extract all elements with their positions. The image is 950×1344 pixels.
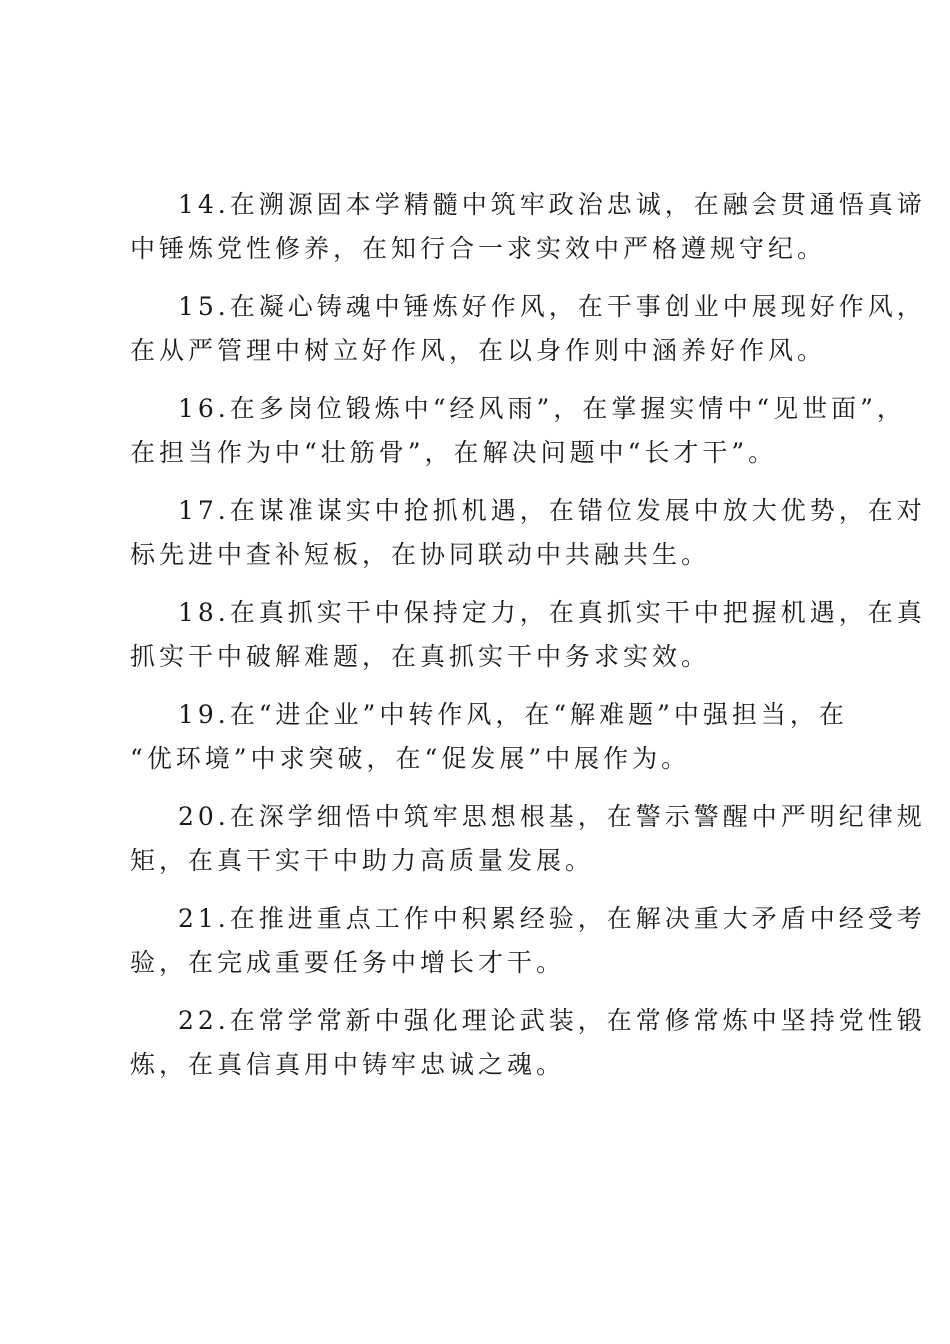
item-21-line-1: 21.在推进重点工作中积累经验，在解决重大矛盾中经受考 (178, 904, 926, 933)
list-item-14 (130, 183, 926, 271)
item-18-line-1: 18.在真抓实干中保持定力，在真抓实干中把握机遇，在真 (178, 598, 926, 627)
document-body (130, 183, 926, 1101)
item-18-line-2: 抓实干中破解难题，在真抓实干中务求实效。 (130, 642, 711, 671)
item-22-line-1: 22.在常学常新中强化理论武装，在常修常炼中坚持党性锻 (178, 1006, 926, 1035)
item-17-line-2: 标先进中查补短板，在协同联动中共融共生。 (130, 540, 711, 569)
list-item-17 (130, 489, 926, 577)
item-19-line-1: 19.在“进企业”中转作风，在“解难题”中强担当，在 (178, 700, 848, 729)
list-item-21 (130, 897, 926, 985)
item-16-line-1: 16.在多岗位锻炼中“经风雨”，在掌握实情中“见世面”， (178, 394, 906, 423)
item-22-line-2: 炼，在真信真用中铸牢忠诚之魂。 (130, 1050, 566, 1079)
item-15-line-1: 15.在凝心铸魂中锤炼好作风，在干事创业中展现好作风， (178, 292, 926, 321)
item-14-line-1: 14.在溯源固本学精髓中筑牢政治忠诚，在融会贯通悟真谛 (178, 190, 926, 219)
list-item-16 (130, 387, 906, 475)
item-15-line-2: 在从严管理中树立好作风，在以身作则中涵养好作风。 (130, 336, 827, 365)
item-19-line-2: “优环境”中求突破，在“促发展”中展作为。 (130, 744, 691, 773)
item-16-line-2: 在担当作为中“壮筋骨”，在解决问题中“长才干”。 (130, 438, 778, 467)
list-item-22 (130, 999, 926, 1087)
item-20-line-2: 矩，在真干实干中助力高质量发展。 (130, 846, 595, 875)
list-item-20 (130, 795, 926, 883)
list-item-19 (130, 693, 848, 781)
item-20-line-1: 20.在深学细悟中筑牢思想根基，在警示警醒中严明纪律规 (178, 802, 926, 831)
item-21-line-2: 验，在完成重要任务中增长才干。 (130, 948, 566, 977)
item-14-line-2: 中锤炼党性修养，在知行合一求实效中严格遵规守纪。 (130, 234, 827, 263)
list-item-15 (130, 285, 926, 373)
list-item-18 (130, 591, 926, 679)
item-17-line-1: 17.在谋准谋实中抢抓机遇，在错位发展中放大优势，在对 (178, 496, 926, 525)
